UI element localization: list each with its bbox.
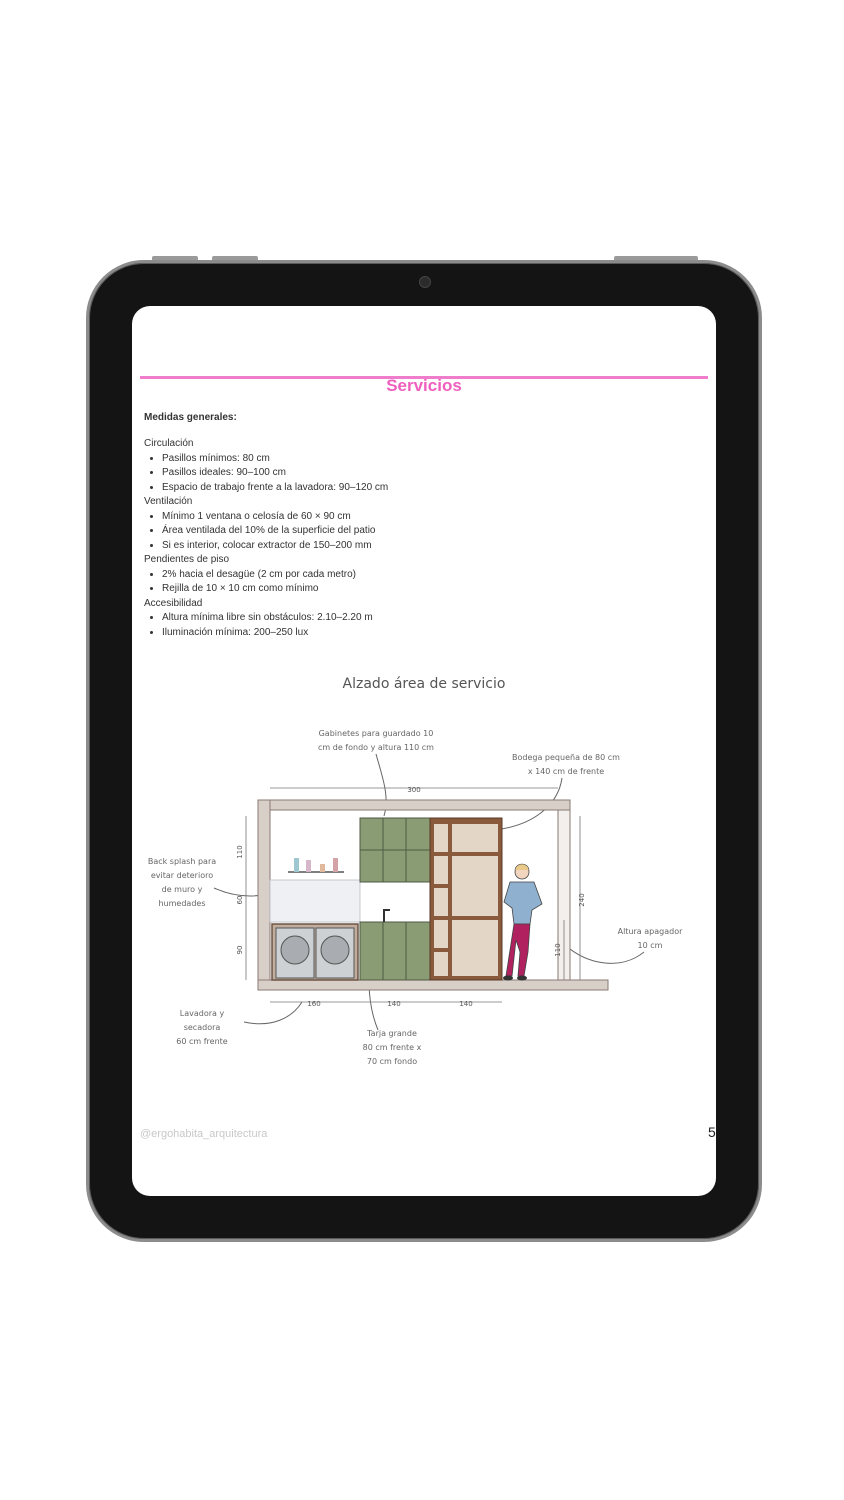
pantry-panel <box>434 888 448 916</box>
list-circulacion <box>144 452 704 496</box>
leader-washer <box>244 1002 302 1024</box>
list-item: • 2% hacia el desagüe (2 cm por cada metro) <box>162 568 704 583</box>
pantry-panel <box>434 824 448 852</box>
pantry-panel <box>434 952 448 976</box>
label-cabinets-1: Gabinetes para guardado 10 <box>318 729 434 738</box>
dryer-door <box>321 936 349 964</box>
faucet <box>384 910 390 922</box>
footer-handle: @ergohabita_arquitectura <box>140 1128 268 1140</box>
list-ventilacion <box>144 510 704 554</box>
dim-right-1: 240 <box>578 893 586 907</box>
list-item: • Mínimo 1 ventana o celosía de 60 × 90 cm <box>162 510 704 525</box>
list-item: • Rejilla de 10 × 10 cm como mínimo <box>162 582 704 597</box>
label-washer-1: Lavadora y <box>179 1009 225 1018</box>
pantry-panel <box>434 856 448 884</box>
label-splash-1: Back splash para <box>147 857 217 866</box>
label-sink-1: Tarja grande <box>367 1029 417 1038</box>
section-pendientes: Pendientes de piso <box>144 554 230 565</box>
label-splash-3: de muro y <box>161 885 203 894</box>
list-pendientes <box>144 568 704 597</box>
page-number: 5 <box>708 1124 716 1140</box>
dim-right-2: 110 <box>554 943 562 957</box>
bottle <box>320 864 325 872</box>
label-cabinets-2: cm de fondo y altura 110 cm <box>318 743 434 752</box>
ceiling-beam <box>258 800 570 810</box>
section-heading: Medidas generales: <box>144 412 237 423</box>
dim-left-1: 110 <box>236 845 244 859</box>
bottle <box>306 860 311 872</box>
label-sink-2: 80 cm frente x <box>362 1043 422 1052</box>
label-sink-3: 70 cm fondo <box>366 1057 418 1066</box>
list-item: • Pasillos mínimos: 80 cm <box>162 452 704 467</box>
person-legs <box>506 924 530 976</box>
person-hair <box>515 864 529 870</box>
label-washer-2: secadora <box>183 1023 221 1032</box>
list-item: • Pasillos ideales: 90–100 cm <box>162 466 704 481</box>
left-wall <box>258 800 270 990</box>
pantry-panel <box>452 856 498 916</box>
washer-door <box>281 936 309 964</box>
leader-switch <box>564 944 644 963</box>
pantry-panel <box>452 824 498 852</box>
dim-left-3: 90 <box>236 945 244 955</box>
person-torso <box>504 882 542 924</box>
dim-bottom-1: 160 <box>307 1000 321 1008</box>
page-title: Servicios <box>386 376 462 395</box>
list-accesibilidad <box>144 611 704 640</box>
section-ventilacion: Ventilación <box>144 496 193 507</box>
list-item: • Espacio de trabajo frente a la lavadora: 90–120 cm <box>162 481 704 496</box>
list-item: • Si es interior, colocar extractor de 150–200 mm <box>162 539 704 554</box>
document-content <box>144 412 704 640</box>
bottle <box>333 858 338 872</box>
elevation-drawing <box>132 666 716 1086</box>
drawing-title: Alzado área de servicio <box>342 676 506 692</box>
list-item: • Área ventilada del 10% de la superficie del patio <box>162 524 704 539</box>
tablet-screen <box>132 306 716 1196</box>
label-washer-3: 60 cm frente <box>176 1037 228 1046</box>
dim-bottom-2: 140 <box>387 1000 401 1008</box>
label-pantry-1: Bodega pequeña de 80 cm <box>512 753 620 762</box>
dim-left-2: 60 <box>236 895 244 905</box>
floor <box>258 980 608 990</box>
section-circulacion: Circulación <box>144 438 194 449</box>
sink-cabinet <box>360 922 430 980</box>
person-shoe <box>517 976 527 981</box>
label-splash-4: humedades <box>158 899 206 908</box>
list-item: • Altura mínima libre sin obstáculos: 2.10–2.20 m <box>162 611 704 626</box>
backsplash <box>270 880 360 922</box>
list-item: • Iluminación mínima: 200–250 lux <box>162 626 704 641</box>
dim-bottom-3: 140 <box>459 1000 473 1008</box>
pantry-panel <box>452 920 498 976</box>
label-pantry-2: x 140 cm de frente <box>527 767 605 776</box>
section-accesibilidad: Accesibilidad <box>144 597 203 609</box>
person-shoe <box>503 976 513 981</box>
label-switch-2: 10 cm <box>637 941 663 950</box>
camera-icon <box>419 276 431 288</box>
pantry-panel <box>434 920 448 948</box>
label-switch-1: Altura apagador <box>617 927 683 936</box>
label-splash-2: evitar deterioro <box>150 871 214 880</box>
dim-top: 300 <box>407 786 421 794</box>
bottle <box>294 858 299 872</box>
